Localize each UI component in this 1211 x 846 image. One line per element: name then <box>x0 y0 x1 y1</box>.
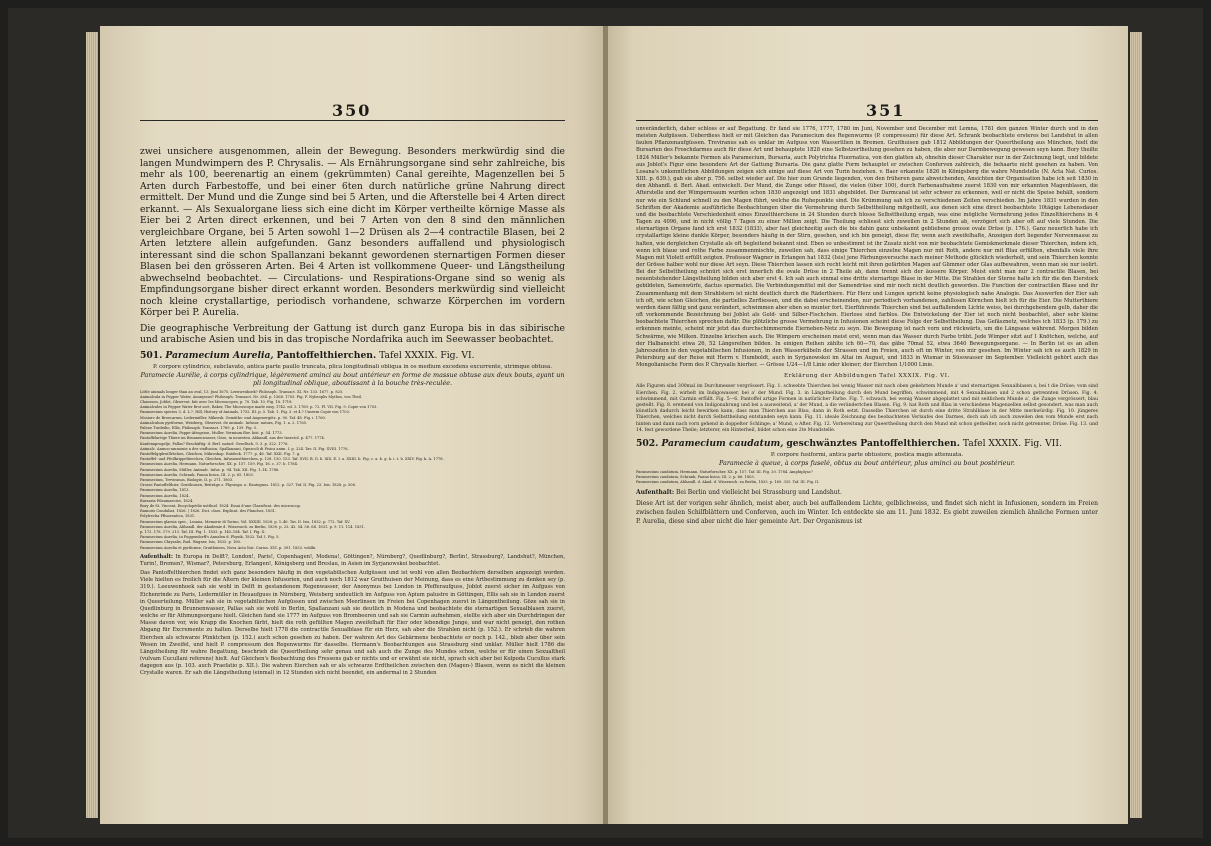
page-number: 351 <box>866 101 906 120</box>
reference-item: Ramoris Conduliat, 1826. | 1826. Dict. class. Explicat. des Planches, 1831. <box>140 509 277 514</box>
reference-item: Paramecium Aurelia, in Poggendorff's Annalen d. Physik, 1832. Taf. I. Fig. 5. <box>140 535 280 540</box>
discussion-paragraph: unveränderlich, daher schloss er auf Begattung. Er fand sie 1776, 1777, 1780 im Juni, November und December mit Lemna, 1781 den ganzen Winter durch und in den meisten Aufgüssen. Ueberdiess hielt er mit Gleichen das Paramecium des Regenwurms (P. compressum) für diese Art. Schrank beobachtete ersteres bei Landshut in allen faulen Pflanzenaufgüssen. Treviranus sah es unklar im Aufguss von Wasserlilien in Bremen. Gruithuisen gab 1812 Abbildungen der Queertheilung aus München, hielt die Bursarien des Froschdarmes auch für diese Art und behauptete 1828 eine Selbstzertheilung gesehen zu haben, die aber nur Darmbewegung gewesen seyn kann. Bory theilte 1824 Müller's bekannte Formen als Paramecium, Bursaria, auch Polytrichia Fluornatica, von den glatten ab, ohnehin dieser Charakter nur in der Zeichnung liegt, und bildete aus Joblot's Figur eine besondere Art der Gattung Bursaria. Die ganz glatte Form behauptet er zwischen Conferven zahlreich, die behaarte nicht gesehen zu haben. Von Losana's unkenntlichen Abbildungen zeigen sich einige auf diese Art von Turin beziehen. v. Baer erkannte 1826 in Königsberg die wahre Mundstelle (N. Acta Nat. Curios. XIII. p. 639.), gab sie aber p. 756. selbst wieder auf. Die hier zum Grunde liegenden, von den früheren ganz abweichenden, Ansichten der Organisation habe ich seit 1830 in den Abhandl. d. Berl. Akad. entwickelt. Der Mund, die Zunge oder Rüssel, die vielen (über 100), durch Farbenaufnahme zuerst 1830 von mir erkannten Magenblasen, die Afterstelle und der Wimpernsaum wurden schon 1830 angezeigt und 1831 abgebildet. Der Darmcanal ist sehr schwer zu erkennen, weil er nicht die Speise behält, sondern nur wie ein Schlund schnell zu den Magen führt, welche die Ruhepunkte sind. Die Krümmung sah ich zu verschiedenen Zeiten verschieden. Im Jahre 1831 wurden in den Schriften der Akademie ausführliche Beobachtungen über die Vermehrung durch Selbsttheilung mitgetheilt, aus denen sich eine direct beobachtete 10tägige Lebensdauer und die beobachtete Verschiedenheit eines Einzelthierchens in 24 Stunden durch blosse Selbsttheilung ergab, was eine mögliche Vermehrung jedes Einzelthierchens in 4 Tagen zu 4096, und in nicht völlig 7 Tagen zu einer Million zeigt. Die Theilung schliesst sich zuweilen in 2 Stunden ab, verzögert sich aber oft auf viele Stunden. Die sternartigen Organe fand ich erst 1832 (1833), aber fast gleichzeitig auch die bis dahin ganz unbekannt gebliebene grosse ovale Drüse (p. 176.). Ganz neuerlich habe ich crystallartige kleine dunkle Körper, besonders häufig in der Stirn, gesehen, und ich bin geneigt, diese für, wenn auch zweifelhafte, Anzeigen dort liegender Nervenmasse zu halten, wie dergleichen Crystalle als oft begleitend bekannt sind. Eben so unbestimmt ist ihr Zusatz nicht von mir beobachtete Gemiskmerkmale dieser Thierchen, indem ich, wenn ich blaue und rothe Farbe zusammenmischte, zuweilen sah, dass einige Thierchen einzelne Magen nur mit Roth, andere nur mit Blau erfüllten, ebenfalls viele ihre Magen mit Violett erfüllt zeigten. Professor Wagner in Erlangen hat 1832 (Isis) jene Färbungsversuche nach meiner Methode glücklich wiederholt, und sein Thierchen konnte der Grösse halber wohl nur diese Art seyn. Diese Thierchen lassen sich recht leicht mit ihren gefärbten Magen auf Glimmer oder Glas aufbewahren, wenn man sie nur isolirt. Bei der Selbsttheilung schnürt sich erst innerlich die ovale Drüse in 2 Theile ab, dann trennt sich der äussere Körper. Meist sieht man nur 2 contractile Blasen, bei neuentstehender Längstheilung bilden sich aber erst 4. Ich sah auch einmal eine dritte sternartige Blase in der Mitte. Die Strahlen der Sterne halte ich für die den Eierstock gebildeten, Samenwürfe, dactus spermatici. Die Verbindungsmittel mit der Samendrüse sind mir noch nicht deutlich geworden. Die Function der contractilen Blase und ihr Zusammenhang mit dem Strahlstern ist nicht deutlich durch die Räderthiere. Für Herz und Lungen spricht keine physiologisch nahe Analogie. Das Auswerfen der Eier sah ich oft, wie schon Gleichen, die partielles Zerfliessen, und die dabei erscheinenden, nur periodisch vorhandenen, zahllosen Körnchen hielt ich für die Eier. Die Mutterthiere werden dann fältig und ganz verändert, schwimmen aber eben so munter fort. Eierführende Thierchen sind bei auffallendem Lichte weiss, bei durchgehendem gelb, daher die oft vorkommende Bezeichnung bei Joblot als Gold- und Silber-Fischchen. Eierlose sind farblos. Die Entwickelung der Eier ist noch nicht beobachtet, aber sehr kleine beobachtete Thierchen sprechen dafür. Die plötzliche grosse Vermehrung in Infusionen scheint diese Folge der Selbsttheilung. Das Gefäsznetz, welches ich 1833 (p. 179.) zu erkennen meinte, scheint mir jetzt das durchschimmernde Eierneben-Netz zu seyn. Die Bewegung ist nach vorn und rückwärts, um die Längsaxe während. Morgen bilden Schwärme, wie Milken. Einzelne kriechen auch. Die Wimpern erscheinen meist erst, wenn man das Wasser durch Farbe trübt. Jede Wimper sitzt auf 1 Knötchen, welche, auf der Halbansicht etwa 26, 52 Längsreihen bilden. In einigen Reihen zählte ich 60—70, das gäbe 70mal 52, etwa 3640 Bewegungsorgane. — In Berlin ist es an allen Jahreszeiten in den vegetabilischen Infusionen, in den Wasserkübeln der Strassen und im Freien, auch oft im Winter, von mir gesehen. Im Winter sah ich es auch 1829 in Petersburg auf der Reise mit Herrn v. Humboldt, auch in Syrjanowskoi im Altai im August, und 1833 in Wismar in Süsswasser im September. Vielleicht gehört auch das Mongolianische Form des P. Chrysalis hierher. — Grösse 1/24—1/8 Linie oder kleiner; der Eierchen 1/1000 Linie. <box>636 126 1098 369</box>
header-rule <box>140 120 565 121</box>
header-rule <box>636 120 1098 121</box>
reference-item: Paramecium glaesia spec., Losana, Memorie di Torino, Vol. XXXIII. 1828. p. 1–46. Tav. II. Isis, 1832. p. 772. Taf. XV. <box>140 519 351 524</box>
habitat-text: In Europa in Delft?, London!, Paris!, Copenhagen!, Modena!, Göttingen?, Nürnberg?, Quedlinburg?, Berlin!, Strassburg?, Landshut?, München, Turin!, Bremen?, Wismar?, Petersburg, Erlangen!, Königsberg und Breslau, in Asien im Syrjanowskoi beobachtet. <box>140 553 565 567</box>
reference-item: Animalcules in Pepper Water first sort, Baker, The Microscope made easy, 1742. ed. 3. 1769. p. 72. Pl. VII. Fig. 9. Copie von 1703. <box>140 405 378 410</box>
intro-paragraph: zwei unsichere ausgenommen, allein der Bewegung. Besonders merkwürdig sind die langen Mundwimpern des P. Chrysalis. — Als Ernährungsorgane sind sehr zahlreiche, bis mehr als 100, beerenartig an einem (gekrümmten) Canal gereihte, Magenzellen bei 5 Arten durch Farbestoffe, und bei einer 6ten durch natürliche grüne Nahrung direct ermittelt. Der Mund und die Zunge sind bei 5 Arten, und die Afterstelle bei 4 Arten direct erkannt. — Als Sexualorgane liess sich eine dicht im Körper vertheilte körnige Masse als Eier bei 2 Arten direct erkennen, und bei 7 Arten von den 8 sind den männlichen vergleichbare Organe, bei 5 Arten sowohl 1—2 Drüsen als 2—4 contractile Blasen, bei 2 Arten letztere allein aufgefunden. Ganz besonders auffallend und physiologisch interessant sind die schon Spallanzani bekannt gewordenen sternartigen Formen dieser Blasen bei den grösseren Arten. Bei 4 Arten ist vollkommene Queer- und Längstheilung abwechselnd beobachtet. — Circulations- und Respirations-Organe sind so wenig als Empfindungsorgane bisher direct erkannt worden. Besonders merkwürdig sind vielleicht noch kleine crystallartige, periodisch vorhandene, schwarze Körperchen im vordern Körper bei P. Aurelia. <box>140 146 565 318</box>
reference-item: Polytrecha Pfluornatica, 1831. <box>140 514 196 519</box>
species-heading <box>140 350 565 362</box>
french-diagnosis: Paramecie à queue, à corps fuselé, obtus au bout antérieur, plus aminci au bout postérieur. <box>719 458 1015 467</box>
reference-item: Grosse Pantoffelthier, Gruithuisen, Beiträge z. Physiogn. u. Eautognos. 1812. p. 327. Taf. II. Fig. 23. Isis. 1828. p. 506. <box>140 483 357 488</box>
reference-list <box>636 470 1098 486</box>
species-common-name: geschwänztes Pantoffelthierchen. <box>786 437 960 449</box>
reference-item: Bory de St. Vincent, Encyclopédie méthod. 1824. Essai d'une Classificat. des microscop. <box>140 503 301 508</box>
habitat-label: Aufenthalt: <box>140 553 173 560</box>
reference-item: Animalculum pyriforme, Weisberg, Observat. de animalc. Infusor. natura, Fig. 1. a. 2. 1765. <box>140 420 308 425</box>
reference-item: Paramecium caudatum, Hermann, Naturforscher, XX. p. 157. Taf. III. Fig. 20. 1784. Amphiplyac? <box>636 469 813 474</box>
species-plate: Tafel XXXIX. Fig. VII. <box>962 437 1062 449</box>
figures-heading: Erklärung der Abbildungen Tafel XXXIX. Fig. VI. <box>784 373 950 380</box>
habitat-paragraph <box>140 554 565 568</box>
reference-item: p. 172. 178. 179. 213. Taf. III. Fig. 1. 1833. p. 145–184. Taf. I. Fig. X. <box>140 529 266 534</box>
reference-item: Paramecium Aurelia, Pappe-Afrogeion, Muller, Vermium fluv. hist. p. 54. 1773. <box>140 431 283 436</box>
species-heading <box>636 438 1098 450</box>
reference-item: Paramecium Aurelia, 1824. <box>140 493 190 498</box>
page-edge-right <box>1130 32 1142 818</box>
reference-item: Mosiorc de Broecarum, Ledermüller, Mikrosk. Gemüths- und Augenergötz. p. 90. Taf. 48. Fig. i. 1760. <box>140 415 326 420</box>
left-page <box>100 26 603 824</box>
latin-diagnosis: P. corpore fusiformi, antica parte obtusiore, postica magis attenuata. <box>770 451 964 458</box>
page-number: 350 <box>332 101 372 120</box>
reference-item: Paramecium caudatum, Schrank, Fauna boica, III. 2. p. 66. 1803. <box>636 475 755 480</box>
species-number: 501. <box>140 349 163 361</box>
species-name: Paramecium Aurelia, <box>165 349 274 361</box>
french-diagnosis: Paramecie Aurélie, à corps cylindrique, légèrement aminci au bout antérieur en forme de massue obtuse aux deux bouts, ayant un pli longitudinal oblique, aboutissant à la bouche très-reculée. <box>140 370 565 387</box>
reference-item: Paramecium Chrysalis, Rud. Wagner, Isis, 1833. p. 160. <box>140 540 242 545</box>
reference-item: Bursaria Pilaumaecies, 1824. <box>140 498 194 503</box>
reference-item: Animalcula in Pepper Water, Anonymus? Philosoph. Transact. Nr. 284. p. 1368. 1703. Fig. F. Nyheoplis Mythos, von Theil. <box>140 394 363 399</box>
left-content <box>140 146 565 679</box>
reference-list <box>140 390 565 551</box>
reference-item: Pantoffelartige Thiere im Brunnenwasser, Göze, in neuesten. Abhandl. aus der Insectol. p. 477. 1774. <box>140 436 325 441</box>
discussion-paragraph: Das Pantoffelthierchen findet sich ganz besonders häufig in den vegetabilischen Aufgüssen und ist wohl von allen Beobachtern derselben angezeigt worden. Viele hielten es freilich für die Altern der kleinen Infusorien, und auch noch 1812 war Gruithuisen der Meinung, dass es eine Artbestimmung zu denken sey (p. 319.). Leeuwenhoek sah sie wohl in Delft in gestandenem Regenwasser, der Anonymus bei London in Pfefferaufguss, Joblot zuerst sicher im Aufguss von Eichenrinde zu Paris, Ledermüller in Heuaufguss in Nürnberg, Weisberg undeutlich im Aufguss von Apium palustre in Göttingen, Ellis sah sie in London zuerst in Queerteilung. Müller sah sie in vegetabilischen Aufgüssen und zwischen Meerlinsen im Freien bei Copenhagen zuerst in Längentheilung. Göze sah sie in Quedlinburg in Brunnenwasser, Pallas sah sie wohl in Berlin, Spallanzani sah sie deutlich in Modena und beobachtete die sternartigen Sexualblasen zuerst, welche er für Athmungsorgane hielt. Gleichen fand sie 1777 im Aufguss von Brombeeren und sah sie Carmin aufnehmen, stellte sich aber ein Durchdringen der Masse davon vor, wie Krapp die Knochen färbt, hielt die roth gefüllten Magen zweifelhaft für Eier oder lebendige Junge, und war nicht geneigt, den rothen Abgang für Excremente zu halten. Derselbe hielt 1778 die contractile Sexualblase für ein Herz, sah aber die Strahlen nicht (p. 152.). Er schrieb die wahren Eierchen als schwarze Pünktchen (p. 152.) auch schon gesehen zu haben. Der wahren Art des Gebärmens beobachtete er noch p. 142., blieb aber über sein Wesen im Zweifel, und hielt P. compressum den Regenwurms für dasselbe. Hermann's Beobachtungen aus Strassburg sind unklar. Müller hielt 1786 die Längstheilung für wahre Begattung, beschrieb die Queertheilung sehr genau und sah auch die Zunge des Mundes schon, welche er für einen Sexualtheil (vulvam Cucullani referens) hielt. Auf Gleichen's Beobachtung des Fressens gab er nichts und er erwähnt sie nicht, sprach sich aber bei Kolpoda Cucullus stark dagegen aus (p. 103. auch Praefatio p. XII.). Die wahren Eierchen sah er als schwarze Erdtheilchen zwischen den (Magen-) Blasen, wenn es nicht die kleinen Crystalle waren. Er sah die Längstheilung (einmal) in 12 Stunden sich nicht beendet, ein andermal in 2 Stunden <box>140 570 565 677</box>
species-name: Paramecium caudatum, <box>661 437 784 449</box>
discussion-paragraph: Diese Art ist der vorigen sehr ähnlich, meist aber, auch bei auffallendem Lichte, gelblichweiss, und findet sich nicht in Infusionen, sondern im Freien zwischen faulen Schilfblättern und Conferven, auch im Winter. Ich entdeckte sie am 11. Juni 1832. Es giebt zuweilen ziemlich ähnliche Formen unter P. Aurelia, diese sind aber nicht die hier gemeinte Art. Der Organismus ist <box>636 500 1098 526</box>
species-plate: Tafel XXXIX. Fig. VI. <box>379 349 475 361</box>
reference-item: Little animals longer than an oval, 13. Juni 1675, Leeuwenhoek? Philosoph. Transact. XI. Nr. 133. 1677. p. 825. <box>140 389 344 394</box>
right-page <box>608 26 1128 824</box>
reference-item: Paramecium Aurelia, Müller, Animalc. Infus. p. 94. Tab. XII. Fig. 1–14. 1786. <box>140 467 280 472</box>
reference-item: Paramecium caudatum, Abhandl. d. Akad. d. Wissensch. zu Berlin, 1833. p. 169. 335. Taf. III. Fig. II. <box>636 480 820 485</box>
habitat-text: Bei Berlin und vielleicht bei Strassburg und Landshut. <box>676 488 842 496</box>
reference-item: Paleae Turdeilio, Ellis, Philosoph. Transact. 1769. p. 139. Fig. 5. <box>140 425 258 430</box>
reference-item: Kanfenaprogelje, Pallas? Beschäftig. d. Berl. naturf. Gesellsch. 9, 3. p. 322. 1776. <box>140 441 289 446</box>
figures-explanation: Alle Figuren sind 300mal im Durchmesser vergrössert. Fig. 1. schwebte Thierchen bei wenig Wasser mit nach oben gekehrtem Munde a' und sternartigen Sexualblasen s, bei t die Drüse; vom sind Eierchen. Fig. 2. wirbelt im Indigowasser, bei a' der Mund. Fig. 3. in Längstheilung durch den Mund begriffen, schwimmend, mit 4 Sexualblasen und 2 schon getrennten Drüsen. Fig. 4. schwimmend, mit Carmin erfüllt. Fig. 5—6. Pantoffel artige Formen in natürlicher Farbe. Fig. 7. schwach, bei wenig Wasser abgeplattet und mit seitlichem Munde a', die Zunge vergrössert, blau gestellt. Fig. 8. eremend von Indigonahrung und bei a ausweitend, a' der Mund, a die verändertchen Blasen. Fig. 9. hat Roth und Blau in verschiedene Magenzellen selbst gesondert, was man auch künstlich dadurch leicht bewirken kann, dass man Thierchen aus Blau, dann in Roth setzt. Dasselbe Thierchen ist durch eine dritte Strahlblase in der Mitte merkwürdig. Fig. 10. jüngeres Thierchen, welches nicht durch Selbsttheilung entstanden seyn kann. Fig. 11. ideale Zeichnung des beobachteten Verlaufes des Darmes, doch sah ich auch zuweilen den vom Munde erst nach hinten und dann nach vorn gehend in doppelter Schlinge; a' Mund, o After. Fig. 12. Vorbereitung zur Queertheilung durch den Mund mit schon getheilter, noch nicht getrennter, Drüse. Fig. 13. und 14. fest gewordene Theile; letzterer, ein Hinterheil, bildet schon eine 2te Mundstelle. <box>636 384 1098 433</box>
reference-item: Paramecium, Treviranus, Biologie, II. p. 271. 1803. <box>140 477 234 482</box>
reference-item: Chausson, Joblot, Observat. fait avec les Microscopes, p. 70. Tab. 10. Fig. 18. 1718. <box>140 399 293 404</box>
latin-diagnosis: P. corpore cylindrico, subclavato, antica parte paullo truncata, plica longitudinali obliqua in os medium excedens excurrente, utrimque obtusa. <box>153 363 552 370</box>
habitat-label: Aufenthalt: <box>636 488 675 496</box>
reference-item: Paramecium Aurelia et pyriforme, Gruithuisen, Nova Acta Nat. Curios. XVI. p. 391. 1833. vohlbi. <box>140 545 317 550</box>
reference-item: Paramecium Aurelia, Schrank, Fauna boica, III. 2. p. 65. 1803. <box>140 472 254 477</box>
habitat-paragraph <box>636 489 1098 498</box>
species-number: 502. <box>636 437 659 449</box>
right-content <box>636 126 1098 528</box>
page-edge-left <box>86 32 98 818</box>
reference-item: Paramecium Aurelia, Hermann, Naturforscher, XX. p. 157. 159. Fig. 16. c. 37. b. 1784. <box>140 462 299 467</box>
book-spread <box>8 8 1203 838</box>
reference-item: Paramecium species 3, d. L.?, Hill, History of Animals, 1752. III. p. 5. Tab. 1. Fig. 3. et 4.? Unserm Copie von 1703. <box>140 410 350 415</box>
reference-item: Paramecium Aurelia, Abhandl. der Akademie d. Wissensch. zu Berlin, 1830. p. 23. 43. 54. 56. 64. 1831. p. 9. 11. 114. 1831. <box>140 524 366 529</box>
geo-paragraph: Die geographische Verbreitung der Gattung ist durch ganz Europa bis in das sibirische und arabische Asien und bis in das tropische Nordafrika auch im Seewasser beobachtet. <box>140 322 565 345</box>
reference-item: Paramecium Aurelia, 1813. <box>140 488 190 493</box>
reference-item: Pantoffelgiphwillrhchen, Gleichen, Mikroskop. Entdeck. 1777. p. 46. Taf. XXII. Fig. 7. g. <box>140 451 301 456</box>
species-common-name: Pantoffelthierchen. <box>276 349 377 361</box>
reference-item: Animalc. Anmoo-ammonie a des vinflusion, Spallanzani, Opuscoli di Fisica anim. I. p. 224. Tav. II. Fig. XVIII. 1776. <box>140 446 349 451</box>
reference-item: Pantoffel- und Pfeilkrippeltierchen, Gleichen, Infusionsthierchen, p. 128. 130. 153. Taf. XVII. B. D. b. XIX. E. I. a. XXIII. b. Fig. c. a. b. g. k. i. t. b. XXIV. Fig. k. A. 1778. <box>140 457 444 462</box>
